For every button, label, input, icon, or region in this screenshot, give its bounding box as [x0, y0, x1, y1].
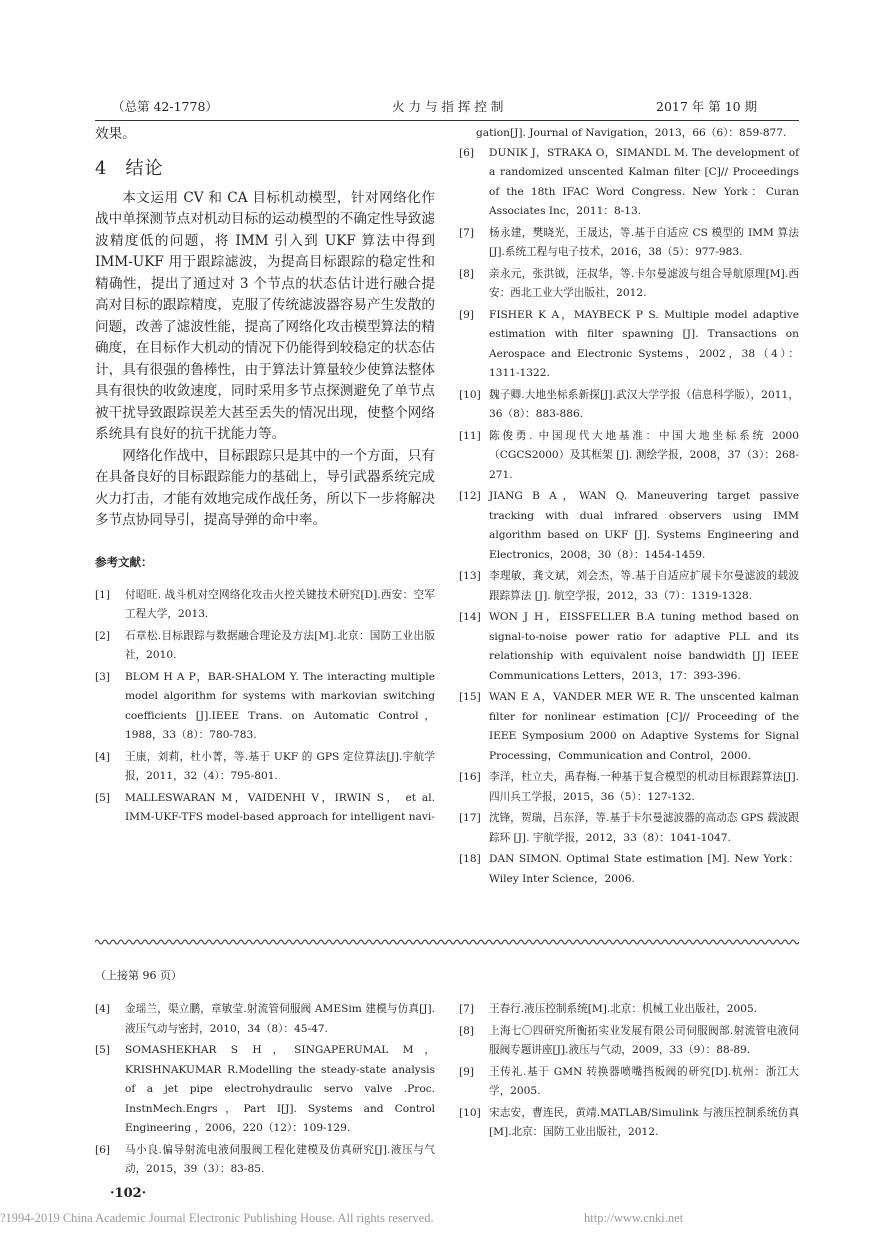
reference-text: 杨永建，樊晓光，王晟达，等.基于自适应 CS 模型的 IMM 算法[J].系统工程与电子技术，2016，38（5）：977-983.	[489, 226, 799, 258]
reference-item	[459, 1000, 799, 1020]
reference-item	[459, 809, 799, 848]
reference-text: 王康，刘莉，杜小菁，等.基于 UKF 的 GPS 定位算法[J].宇航学报，2011，32（4）：795-801.	[125, 750, 435, 782]
continued-from-label: （上接第 96 页）	[95, 969, 182, 982]
section-title: 结论	[125, 157, 164, 179]
reference-text: 魏子卿.大地坐标系新探[J].武汉大学学报（信息科学版），2011，36（8）：883-886.	[489, 388, 799, 420]
reference-continuation: gation[J]. Journal of Navigation，2013，66（6）：859-877.	[476, 127, 787, 139]
reference-text: 王春行.液压控制系统[M].北京：机械工业出版社，2005.	[489, 1003, 758, 1015]
reference-text: WAN E A，VANDER MER WE R. The unscented kalman filter for nonlinear estimation [C]// Proceeding of the IEEE Symposium 2000 on Adaptive Systems for Signal Processing，Communication and Control，2000.	[489, 691, 799, 762]
reference-item	[459, 608, 799, 686]
reference-text: BLOM H A P，BAR-SHALOM Y. The interacting multiple model algorithm for systems with markovian switching coefficients [J].IEEE Trans. on Automatic Control，1988，33（8）：780-783.	[125, 670, 435, 741]
section-heading	[95, 154, 435, 180]
reference-text: JIANG B A，WAN Q. Maneuvering target passive tracking with dual infrared observers using IMM algorithm based on UKF [J]. Systems Engineering and Electronics，2008，30（8）：1454-1459.	[489, 490, 799, 561]
bottom-left-references	[95, 1000, 435, 1182]
reference-item	[459, 144, 799, 222]
reference-item	[95, 668, 435, 746]
reference-item	[459, 1104, 799, 1143]
reference-text: FISHER K A，MAYBECK P S. Multiple model adaptive estimation with filter spawning [J]. Transactions on Aerospace and Electronic Systems，2002，38（4）：1311-1322.	[489, 308, 799, 379]
reference-text: 石章松.目标跟踪与数据融合理论及方法[M].北京：国防工业出版社，2010.	[125, 629, 435, 661]
reference-number: [12]	[459, 490, 481, 502]
reference-text: 金瑶兰，渠立鹏，章敏莹.射流管伺服阀 AMESim 建模与仿真[J].液压气动与密封，2010，34（8）：45-47.	[125, 1003, 435, 1035]
running-header	[0, 97, 893, 115]
reference-item	[459, 224, 799, 263]
reference-text: WON J H，EISSFELLER B.A tuning method based on signal-to-noise power ratio for adaptive PLL and its relationship with equivalent noise bandwidth [J] IEEE Communications Letters，2013，17：393-396.	[489, 611, 799, 682]
bottom-right-references	[459, 1000, 799, 1145]
reference-number: [9]	[459, 1065, 475, 1078]
left-column	[95, 124, 435, 830]
reference-number: [7]	[459, 226, 475, 239]
reference-text: 上海七〇四研究所衡拓实业发展有限公司伺服阀部.射流管电液伺服阀专题讲座[J].液压与气动，2009，33（9）：88-89.	[489, 1024, 799, 1056]
reference-item	[459, 487, 799, 565]
reference-item	[459, 850, 799, 889]
references-list-right	[459, 144, 799, 890]
reference-item	[459, 386, 799, 425]
reference-item	[459, 265, 799, 304]
reference-item	[459, 567, 799, 606]
reference-text: 王传礼.基于 GMN 转换器喷嘴挡板阀的研究[D].杭州：浙江大学，2005.	[489, 1065, 799, 1097]
reference-text: 宋志安，曹连民，黄靖.MATLAB/Simulink 与液压控制系统仿真[M].北京：国防工业出版社，2012.	[489, 1106, 799, 1138]
reference-number: [14]	[459, 611, 481, 623]
conclusion-paragraph-2: 网络化作战中，目标跟踪只是其中的一个方面，只有在具备良好的目标跟踪能力的基础上，导引武器系统完成火力打击，才能有效地完成作战任务，所以下一步将解决多节点协同导引，提高导弹的命中率。	[95, 447, 435, 528]
reference-text: 李洋，杜立夫，禹春梅.一种基于复合模型的机动目标跟踪算法[J].四川兵工学报，2015，36（5）：127-132.	[489, 771, 799, 803]
reference-text: 李理敏，龚文斌，刘会杰，等.基于自适应扩展卡尔曼滤波的载波跟踪算法 [J]. 航空学报，2012，33（7）：1319-1328.	[489, 570, 799, 602]
reference-number: [7]	[459, 1003, 475, 1015]
reference-number: [5]	[95, 1044, 111, 1056]
journal-title: 火 力 与 指 挥 控 制	[392, 99, 504, 114]
reference-item	[459, 427, 799, 486]
reference-number: [8]	[459, 1024, 475, 1037]
reference-text: DAN SIMON. Optimal State estimation [M]. New York：Wiley Inter Science，2006.	[489, 853, 799, 885]
reference-item	[95, 748, 435, 787]
reference-number: [3]	[95, 670, 111, 683]
lead-text: 效果。	[95, 126, 136, 142]
reference-number: [16]	[459, 771, 481, 783]
reference-number: [1]	[95, 588, 111, 601]
reference-text: 亲永元，张洪钺，汪叔华，等.卡尔曼滤波与组合导航原理[M].西安：西北工业大学出版社，2012.	[489, 267, 799, 299]
cnki-url[interactable]: http://www.cnki.net	[584, 1211, 684, 1225]
reference-number: [11]	[459, 429, 481, 442]
page-number: ·102·	[110, 1186, 147, 1201]
reference-number: [6]	[459, 146, 475, 159]
reference-number: [8]	[459, 267, 475, 280]
reference-text: 沈锋，贺瑞，吕东泽，等.基于卡尔曼滤波器的高动态 GPS 载波跟踪环 [J]. 宇航学报，2012，33（8）：1041-1047.	[489, 812, 799, 844]
reference-text: 马小良.偏导射流电液伺服阀工程化建模及仿真研究[J].液压与气动，2015，39（3）：83-85.	[125, 1143, 435, 1175]
reference-text: SOMASHEKHAR S H，SINGAPERUMAL M，KRISHNAKUMAR R.Modelling the steady-state analysis of a jet pipe electrohydraulic servo valve .Proc. InstnMech.Engrs，Part I[J]. Systems and Control Engineering ，2006，220（12）：109-129.	[125, 1044, 435, 1134]
reference-number: [9]	[459, 308, 475, 321]
reference-item	[459, 1063, 799, 1102]
header-issue-number: （总第 42-1778）	[112, 99, 218, 114]
reference-item	[459, 306, 799, 384]
reference-number: [17]	[459, 812, 481, 824]
reference-item	[459, 768, 799, 807]
reference-number: [2]	[95, 629, 111, 642]
reference-text: 付昭旺. 战斗机对空网络化攻击火控关键技术研究[D].西安：空军工程大学，2013.	[125, 588, 435, 620]
header-year-issue: 2017 年 第 10 期	[656, 99, 758, 114]
reference-text: DUNIK J，STRAKA O，SIMANDL M. The development of a randomized unscented Kalman filter [C]// Proceedings of the 18th IFAC Word Congress. New York：Curan Associates Inc，2011：8-13.	[489, 146, 799, 217]
reference-number: [4]	[95, 750, 111, 763]
reference-item	[95, 1041, 435, 1139]
copyright-text: ?1994-2019 China Academic Journal Electronic Publishing House. All rights reserved.	[0, 1211, 434, 1225]
reference-item	[95, 586, 435, 625]
header-rule	[95, 120, 799, 121]
reference-number: [15]	[459, 691, 481, 703]
references-list-left	[95, 586, 435, 828]
reference-item	[459, 1022, 799, 1061]
reference-text: MALLESWARAN M，VAIDENHI V，IRWIN S， et al. IMM-UKF-TFS model-based approach for intelligent navi-	[125, 791, 435, 823]
reference-number: [13]	[459, 570, 481, 582]
right-column	[459, 124, 799, 891]
wavy-separator	[95, 937, 799, 947]
reference-item	[95, 1000, 435, 1039]
reference-number: [18]	[459, 853, 481, 865]
reference-item	[95, 789, 435, 828]
reference-number: [10]	[459, 1106, 481, 1119]
reference-number: [10]	[459, 388, 481, 401]
reference-text: 陈俊勇. 中国现代大地基准：中国大地坐标系统 2000（CGCS2000）及其框架 [J]. 测绘学报，2008，37（3）：268-271.	[489, 429, 799, 481]
reference-number: [5]	[95, 791, 111, 804]
reference-item	[95, 627, 435, 666]
conclusion-paragraph-1: 本文运用 CV 和 CA 目标机动模型，针对网络化作战中单探测节点对机动目标的运动模型的不确定性导致滤波精度低的问题，将 IMM 引入到 UKF 算法中得到 IMM-UKF 用于跟踪滤波，为提高目标跟踪的稳定性和精确性，提出了通过对 3 个节点的状态估计进行融合提高对目标的跟踪精度，克服了传统滤波器容易产生发散的问题，改善了滤波性能，提高了网络化攻击模型算法的精确度，在目标作大机动的情况下仍能得到较稳定的状态估计，具有很强的鲁棒性，由于算法计算量较少使算法整体具有很快的收敛速度，同时采用多节点探测避免了单节点被干扰导致跟踪误差大甚至丢失的情况出现，使整个网络系统具有良好的抗干扰能力等。	[95, 189, 435, 442]
reference-number: [4]	[95, 1003, 111, 1015]
reference-item	[95, 1141, 435, 1180]
section-number: 4	[95, 157, 108, 179]
references-heading: 参考文献：	[95, 554, 153, 569]
reference-number: [6]	[95, 1143, 111, 1156]
reference-item	[459, 688, 799, 766]
